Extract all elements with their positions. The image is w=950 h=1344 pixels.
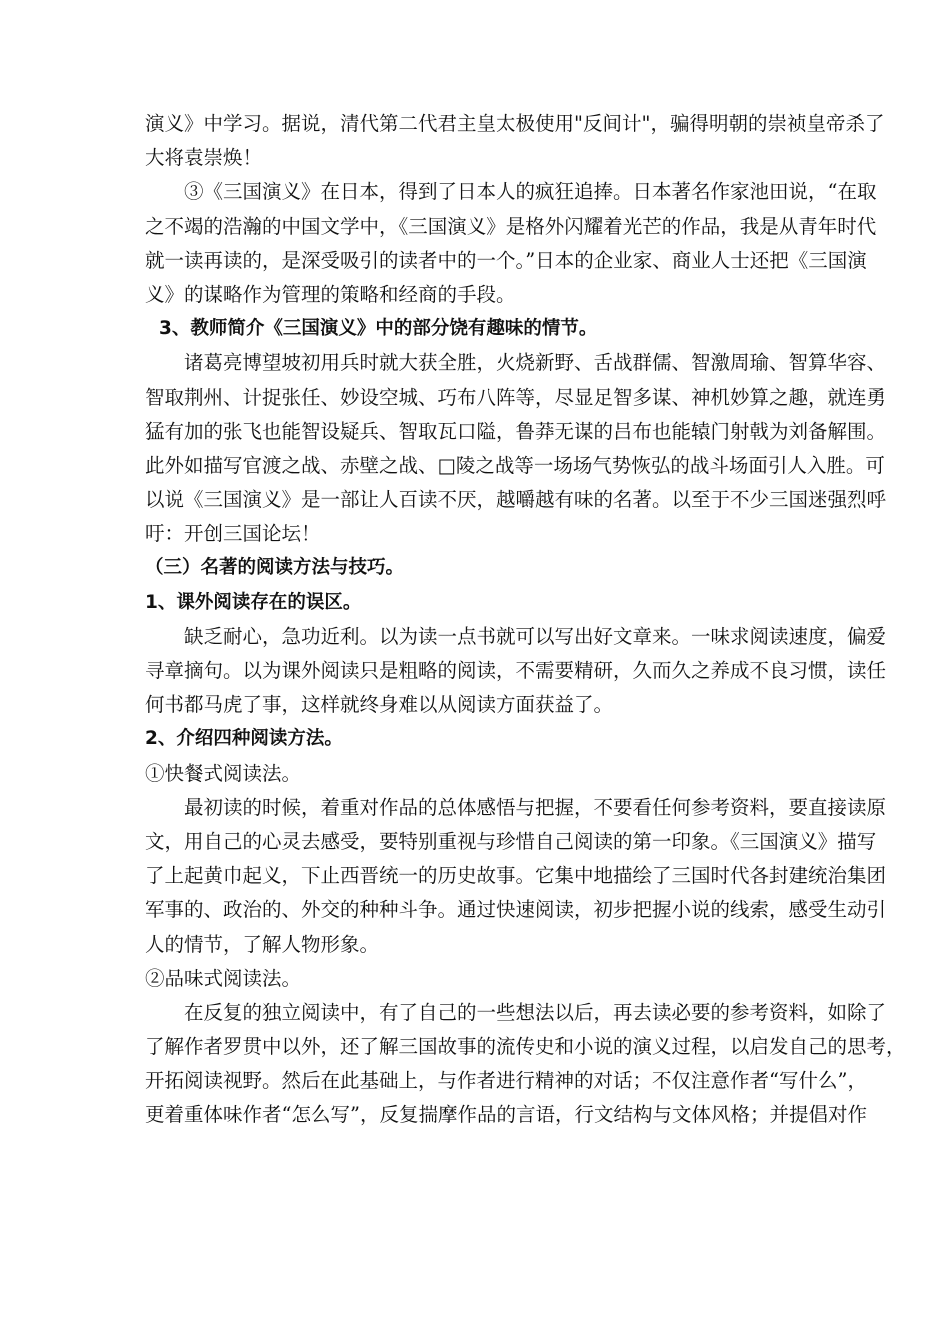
body-line: 人的情节，了解人物形象。 <box>145 932 380 956</box>
body-line: 军事的、政治的、外交的种种斗争。通过快速阅读，初步把握小说的线索，感受生动引 <box>145 898 887 922</box>
body-line: 吁：开创三国论坛！ <box>145 522 321 546</box>
body-line: 之不竭的浩瀚的中国文学中，《三国演义》是格外闪耀着光芒的作品，我是从青年时代 <box>145 214 877 238</box>
document-page <box>145 107 906 1133</box>
body-line: 了上起黄巾起义，下止西晋统一的历史故事。它集中地描绘了三国时代各封建统治集团 <box>145 864 887 888</box>
body-line: 此外如描写官渡之战、赤壁之战、□陵之战等一场场气势恢弘的战斗场面引人入胜。可 <box>145 453 885 477</box>
body-line: 更着重体味作者“怎么写”，反复揣摩作品的言语，行文结构与文体风格；并提倡对作 <box>145 1103 867 1127</box>
body-line: 诸葛亮博望坡初用兵时就大获全胜，火烧新野、舌战群儒、智激周瑜、智算华容、 <box>184 351 887 375</box>
body-line: 大将袁崇焕！ <box>145 146 263 170</box>
body-line: 演义》中学习。据说，清代第二代君主皇太极使用"反间计"，骗得明朝的崇祯皇帝杀了 <box>145 112 885 135</box>
subheading-line: ②品味式阅读法。 <box>145 966 302 990</box>
body-line: 义》的谋略作为管理的策略和经商的手段。 <box>145 282 516 306</box>
body-line: 了解作者罗贯中以外，还了解三国故事的流传史和小说的演义过程，以启发自己的思考， <box>145 1035 906 1059</box>
body-line: 就一读再读的，是深受吸引的读者中的一个。”日本的企业家、商业人士还把《三国演 <box>145 248 867 272</box>
body-line: 何书都马虎了事，这样就终身难以从阅读方面获益了。 <box>145 693 614 717</box>
body-line: 在反复的独立阅读中，有了自己的一些想法以后，再去读必要的参考资料，如除了 <box>184 1000 887 1024</box>
section-heading: 3、教师简介《三国演义》中的部分饶有趣味的情节。 <box>159 318 598 340</box>
body-line: 文，用自己的心灵去感受，要特别重视与珍惜自己阅读的第一印象。《三国演义》描写 <box>145 829 877 853</box>
body-line: 猛有加的张飞也能智设疑兵、智取瓦口隘，鲁莽无谋的吕布也能辕门射戟为刘备解围。 <box>145 419 887 443</box>
body-line: 寻章摘句。以为课外阅读只是粗略的阅读，不需要精研，久而久之养成不良习惯，读任 <box>145 659 887 682</box>
section-heading: 2、介绍四种阅读方法。 <box>145 728 343 750</box>
body-line: 缺乏耐心，急功近利。以为读一点书就可以写出好文章来。一味求阅读速度，偏爱 <box>184 624 887 648</box>
section-heading: （三）名著的阅读方法与技巧。 <box>145 557 405 579</box>
body-line: 开拓阅读视野。然后在此基础上，与作者进行精神的对话；不仅注意作者“写什么”， <box>145 1069 867 1093</box>
body-line: 最初读的时候，着重对作品的总体感悟与把握，不要看任何参考资料，要直接读原 <box>184 795 887 819</box>
subheading-line: ①快餐式阅读法。 <box>145 761 302 785</box>
body-line: 以说《三国演义》是一部让人百读不厌，越嚼越有味的名著。以至于不少三国迷强烈呼 <box>145 488 887 512</box>
section-heading: 1、课外阅读存在的误区。 <box>145 591 362 613</box>
body-line: ③《三国演义》在日本，得到了日本人的疯狂追捧。日本著名作家池田说，“在取 <box>184 180 877 204</box>
body-line: 智取荆州、计捉张任、妙设空城、巧布八阵等，尽显足智多谋、神机妙算之趣，就连勇 <box>145 385 887 409</box>
